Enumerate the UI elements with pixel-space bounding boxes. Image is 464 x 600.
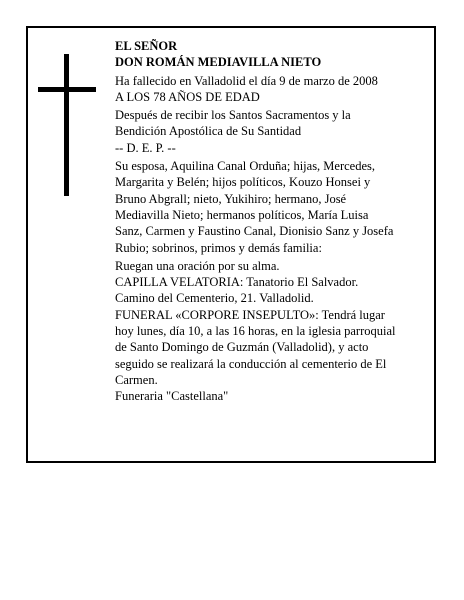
- age-line: A LOS 78 AÑOS DE EDAD: [115, 89, 260, 104]
- cross-vertical-bar: [64, 54, 69, 196]
- rip-line: -- D. E. P. --: [115, 140, 176, 155]
- funeral-line: Carmen.: [115, 372, 158, 387]
- sacraments-line: Después de recibir los Santos Sacramentos y la: [115, 108, 351, 123]
- funeral-line: seguido se realizará la conducción al cementerio de El: [115, 356, 387, 371]
- funeral-line: de Santo Domingo de Guzmán (Valladolid), y acto: [115, 340, 369, 355]
- cross-horizontal-bar: [38, 87, 96, 92]
- deceased-name: DON ROMÁN MEDIAVILLA NIETO: [115, 55, 322, 70]
- chapel-address-line: Camino del Cementerio, 21. Valladolid.: [115, 291, 314, 306]
- family-paragraph: [115, 158, 427, 256]
- cross-icon: [38, 54, 96, 196]
- family-line: Margarita y Belén; hijos políticos, Kouzo Honsei y: [115, 175, 371, 190]
- sacraments-line: Bendición Apostólica de Su Santidad: [115, 124, 302, 139]
- family-line: Bruno Abgrall; nieto, Yukihiro; hermano, José: [115, 191, 347, 206]
- family-line: Rubio; sobrinos, primos y demás familia:: [115, 240, 322, 255]
- family-line: Sanz, Carmen y Faustino Canal, Dionisio Sanz y Josefa: [115, 224, 394, 239]
- family-line: Mediavilla Nieto; hermanos políticos, María Luisa: [115, 207, 369, 222]
- funeral-home-line: Funeraria "Castellana": [115, 389, 229, 404]
- chapel-line: CAPILLA VELATORIA: Tanatorio El Salvador.: [115, 275, 359, 290]
- title-line-1: EL SEÑOR: [115, 39, 178, 53]
- funeral-line: hoy lunes, día 10, a las 16 horas, en la iglesia parroquial: [115, 324, 396, 339]
- sacraments-paragraph: [115, 107, 427, 140]
- prayer-line: Ruegan una oración por su alma.: [115, 258, 280, 273]
- obituary-text: [115, 38, 427, 405]
- death-date-line: Ha fallecido en Valladolid el día 9 de marzo de 2008: [115, 73, 378, 88]
- funeral-line: FUNERAL «CORPORE INSEPULTO»: Tendrá lugar: [115, 307, 385, 322]
- family-line: Su esposa, Aquilina Canal Orduña; hijas, Mercedes,: [115, 159, 376, 174]
- funeral-paragraph: [115, 307, 427, 388]
